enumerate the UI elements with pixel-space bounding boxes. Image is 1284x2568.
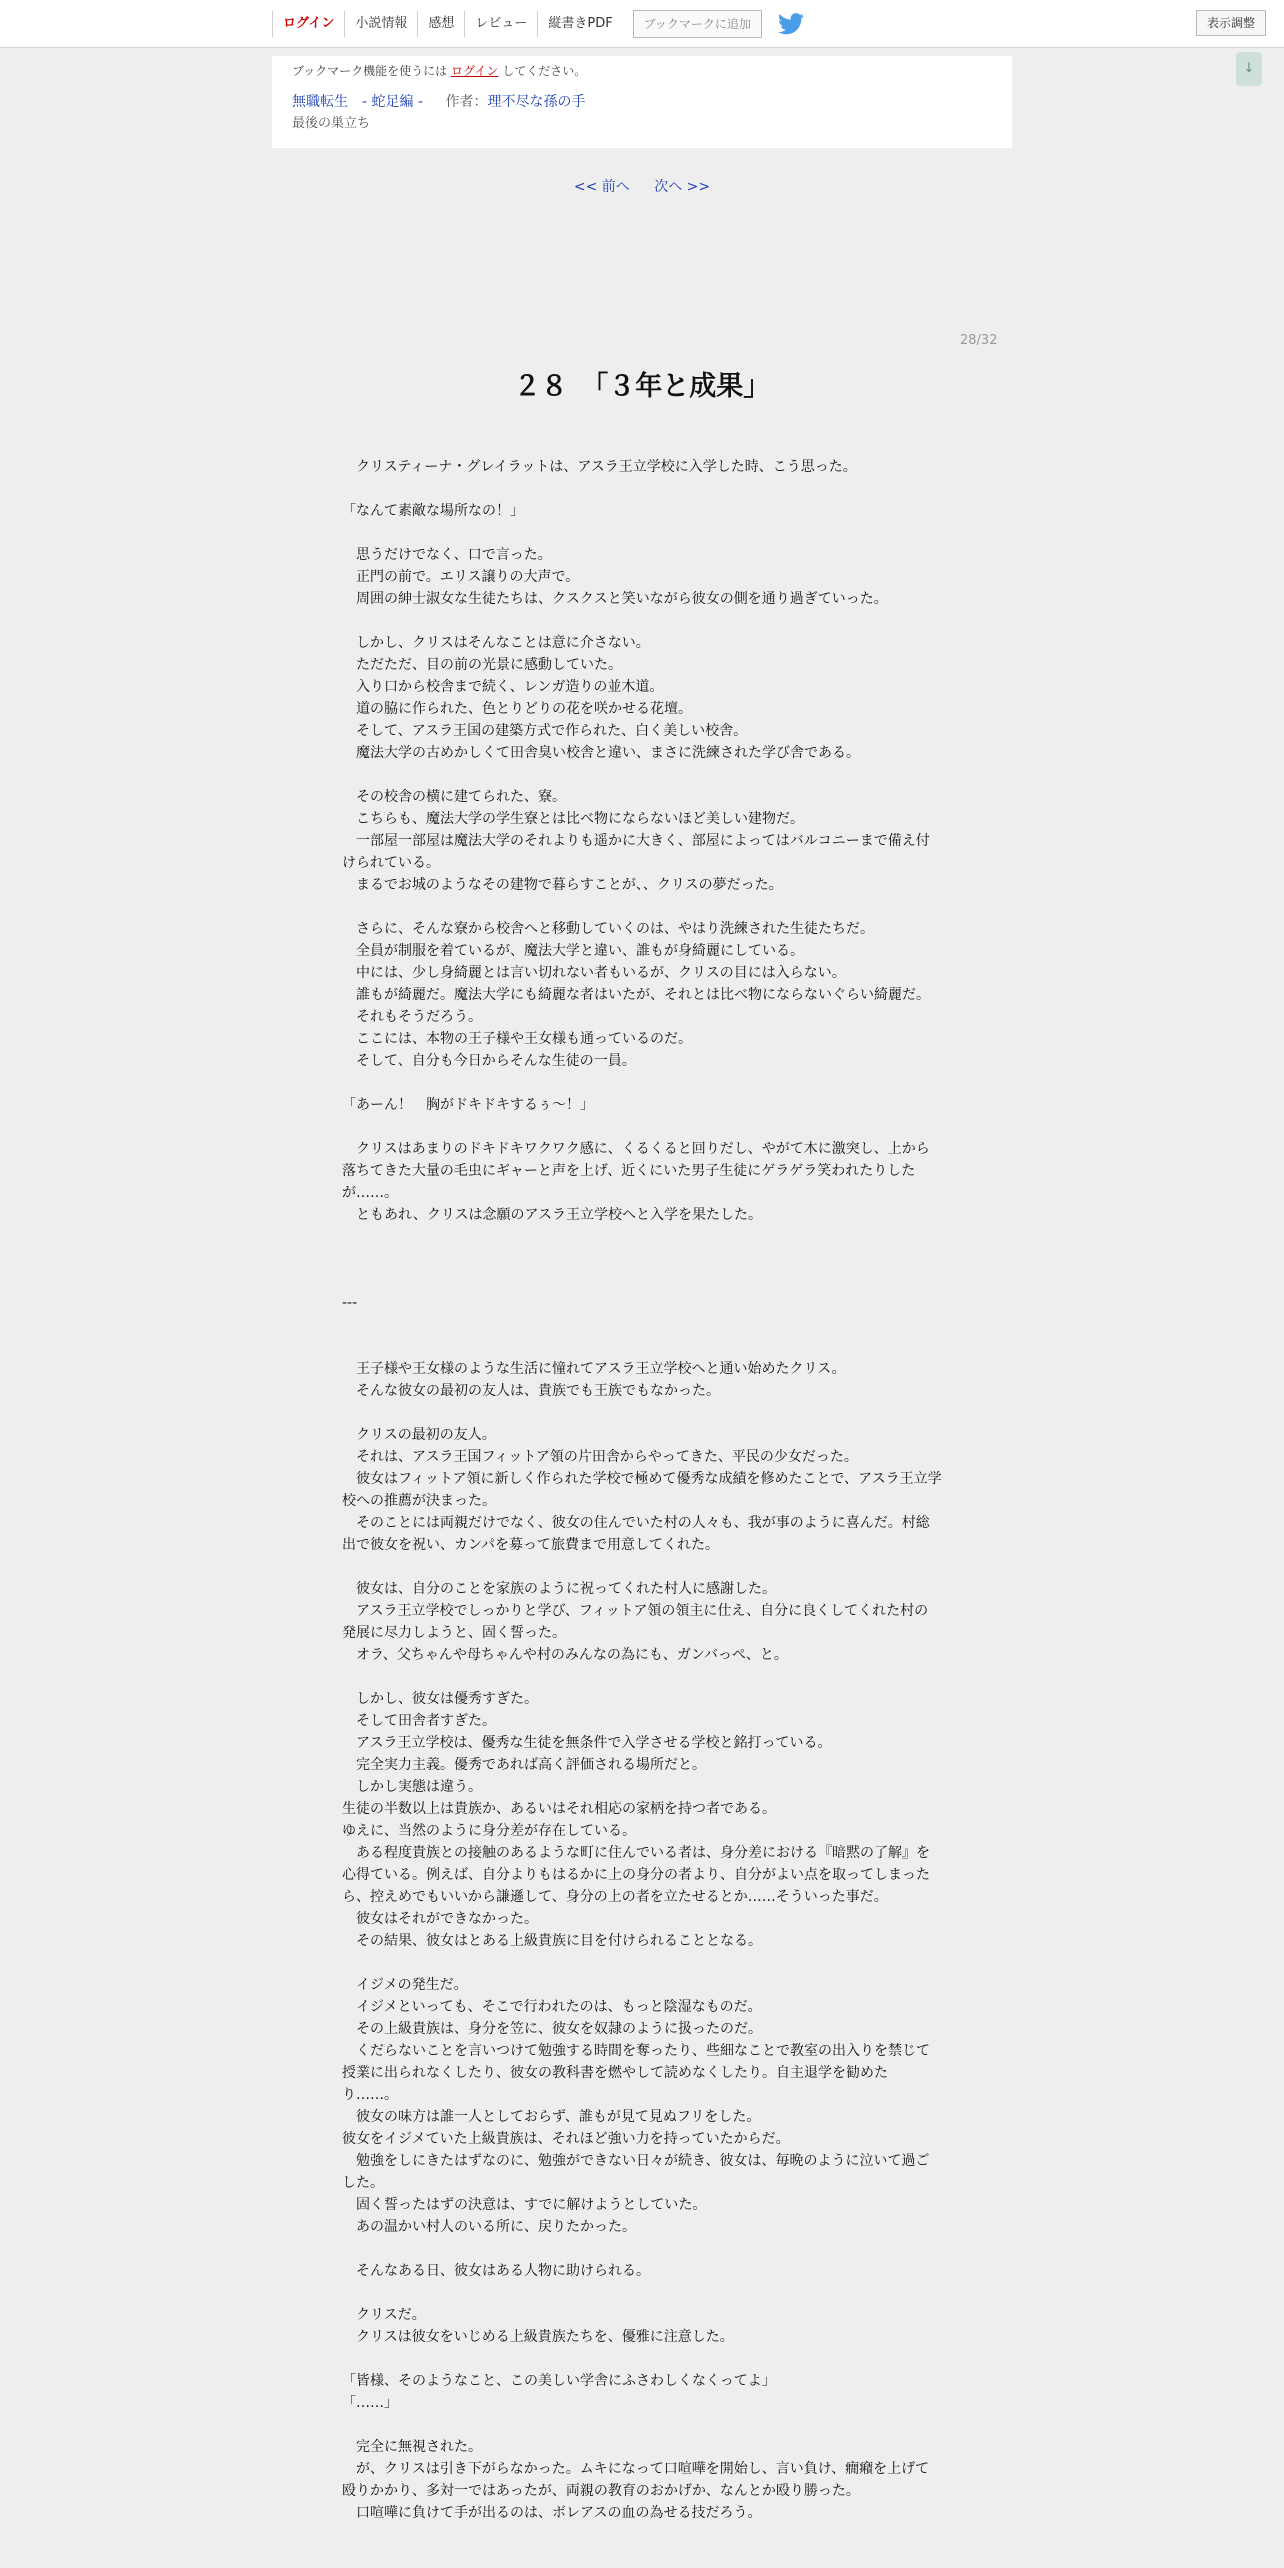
body-line: 「あーん！ 胸がドキドキするぅ～！」 — [342, 1097, 594, 1113]
body-line — [342, 1314, 942, 1336]
body-line — [342, 2348, 942, 2370]
body-line: しかし実態は違う。 — [342, 1779, 482, 1795]
body-line: クリスはあまりのドキドキワクワク感に、くるくると回りだし、やがて木に激突し、上から落ちてきた大量の毛虫にギャーと声を上げ、近くにいた男子生徒にゲラゲラ笑われたりしたが……。 — [342, 1141, 930, 1201]
body-line: クリスティーナ・グレイラットは、アスラ王立学校に入学した時、こう思った。 — [342, 459, 857, 475]
body-line — [342, 478, 942, 500]
body-line: それもそうだろう。 — [342, 1009, 482, 1025]
body-line: そのことには両親だけでなく、彼女の住んでいた村の人々も、我が事のように喜んだ。村総出で彼女を祝い、カンパを募って旅費まで用意してくれた。 — [342, 1515, 930, 1553]
body-line: 全員が制服を着ているが、魔法大学と違い、誰もが身綺麗にしている。 — [342, 943, 804, 959]
body-line: ここには、本物の王子様や王女様も通っているのだ。 — [342, 1031, 692, 1047]
novel-info-box — [272, 56, 1012, 148]
body-line: オラ、父ちゃんや母ちゃんや村のみんなの為にも、ガンバっぺ、と。 — [342, 1647, 788, 1663]
body-line: アスラ王立学校でしっかりと学び、フィットア領の領主に仕え、自分に良くしてくれた村の発展に尽力しようと、固く誓った。 — [342, 1603, 929, 1641]
top-nav — [272, 0, 804, 48]
novel-info-link[interactable]: 小説情報 — [344, 11, 417, 37]
body-line — [342, 1270, 942, 1292]
body-line: さらに、そんな寮から校舎へと移動していくのは、やはり洗練された生徒たちだ。 — [342, 921, 874, 937]
body-line: 彼女の味方は誰一人としておらず、誰もが見て見ぬフリをした。 — [342, 2109, 761, 2125]
body-line: 道の脇に作られた、色とりどりの花を咲かせる花壇。 — [342, 701, 692, 717]
series-title-link[interactable]: 無職転生 - 蛇足編 - — [292, 94, 424, 110]
body-line: ゆえに、当然のように身分差が存在している。 — [342, 1823, 636, 1839]
body-line: 生徒の半数以上は貴族か、あるいはそれ相応の家柄を持つ者である。 — [342, 1801, 776, 1817]
body-line: その上級貴族は、身分を笠に、彼女を奴隷のように扱ったのだ。 — [342, 2021, 762, 2037]
scroll-down-button[interactable]: ↓ — [1236, 52, 1262, 86]
author-link[interactable]: 理不尽な孫の手 — [487, 94, 586, 110]
bookmark-login-link[interactable]: ログイン — [450, 64, 499, 78]
body-line: イジメの発生だ。 — [342, 1977, 468, 1993]
body-line: ただただ、目の前の光景に感動していた。 — [342, 657, 622, 673]
pager — [0, 176, 1284, 196]
body-line: 「皆様、そのようなこと、この美しい学舎にふさわしくなくってよ」 — [342, 2373, 776, 2389]
body-line: そんな彼女の最初の友人は、貴族でも王族でもなかった。 — [342, 1383, 720, 1399]
chapter-title: ２８ 「３年と成果」 — [513, 371, 771, 402]
bookmark-add-button[interactable]: ブックマークに追加 — [633, 10, 762, 38]
bookmark-note — [292, 62, 992, 80]
body-line: その校舎の横に建てられた、寮。 — [342, 789, 566, 805]
body-line: そんなある日、彼女はある人物に助けられる。 — [342, 2263, 650, 2279]
display-settings-button[interactable]: 表示調整 — [1196, 10, 1266, 36]
bookmark-note-suffix: してください。 — [498, 64, 587, 78]
body-line: アスラ王立学校は、優秀な生徒を無条件で入学させる学校と銘打っている。 — [342, 1735, 832, 1751]
body-line: イジメといっても、そこで行われたのは、もっと陰湿なものだ。 — [342, 1999, 762, 2015]
body-line: 「……」 — [342, 2395, 398, 2411]
body-line: そして田舎者すぎた。 — [342, 1713, 496, 1729]
body-line: 「なんて素敵な場所なの！」 — [342, 503, 524, 519]
body-line: 周囲の紳士淑女な生徒たちは、クスクスと笑いながら彼女の側を通り過ぎていった。 — [342, 591, 888, 607]
novel-title-line — [292, 92, 992, 112]
body-line: そして、自分も今日からそんな生徒の一員。 — [342, 1053, 636, 1069]
bookmark-note-text: ブックマーク機能を使うには — [292, 64, 451, 78]
vertical-pdf-link[interactable]: 縦書きPDF — [537, 11, 622, 37]
body-line: 完全実力主義。優秀であれば高く評価される場所だと。 — [342, 1757, 706, 1773]
body-line: しかし、彼女は優秀すぎた。 — [342, 1691, 538, 1707]
body-line — [342, 1952, 942, 1974]
body-line: --- — [342, 1295, 358, 1311]
body-line: 正門の前で。エリス譲りの大声で。 — [342, 569, 580, 585]
prev-page-link[interactable]: << 前へ — [573, 179, 630, 195]
body-line: しかし、クリスはそんなことは意に介さない。 — [342, 635, 650, 651]
body-line — [342, 2414, 942, 2436]
body-line: 彼女はそれができなかった。 — [342, 1911, 538, 1927]
body-line — [342, 610, 942, 632]
body-line: ともあれ、クリスは念願のアスラ王立学校へと入学を果たした。 — [342, 1207, 762, 1223]
body-line: 王子様や王女様のような生活に憧れてアスラ王立学校へと通い始めたクリス。 — [342, 1361, 846, 1377]
next-page-link[interactable]: 次へ >> — [654, 179, 711, 195]
body-line: 入り口から校舎まで続く、レンガ造りの並木道。 — [342, 679, 664, 695]
body-line: くだらないことを言いつけて勉強する時間を奪ったり、些細なことで教室の出入りを禁じて授業に出られなくしたり、彼女の教科書を燃やして読めなくしたり。自主退学を勧めたり……。 — [342, 2043, 930, 2103]
body-line: あの温かい村人のいる所に、戻りたかった。 — [342, 2219, 636, 2235]
body-line: 固く誓ったはずの決意は、すでに解けようとしていた。 — [342, 2197, 707, 2213]
body-line: その結果、彼女はとある上級貴族に目を付けられることとなる。 — [342, 1933, 762, 1949]
body-line — [342, 1556, 942, 1578]
body-line: 中には、少し身綺麗とは言い切れない者もいるが、クリスの目には入らない。 — [342, 965, 846, 981]
body-line — [342, 522, 942, 544]
body-line — [342, 896, 942, 918]
body-line: 魔法大学の古めかしくて田舎臭い校舎と違い、まさに洗練された学び舎である。 — [342, 745, 860, 761]
body-line: 勉強をしにきたはずなのに、勉強ができない日々が続き、彼女は、毎晩のように泣いて過ごした。 — [342, 2153, 930, 2191]
body-line: ある程度貴族との接触のあるような町に住んでいる者は、身分差における『暗黙の了解』を心得ている。例えば、自分よりもはるかに上の身分の者より、自分がよい点を取ってしまったら、控えめでもいいから謙遜して、身分の上の者を立たせるとか……そういった事だ。 — [342, 1845, 930, 1905]
body-line — [342, 2238, 942, 2260]
body-line: 彼女をイジメていた上級貴族は、それほど強い力を持っていたからだ。 — [342, 2131, 790, 2147]
body-line: が、クリスは引き下がらなかった。ムキになって口喧嘩を開始し、言い負け、癇癪を上げて殴りかかり、多対一ではあったが、両親の教育のおかげか、なんとか殴り勝った。 — [342, 2461, 930, 2499]
body-line: 彼女はフィットア領に新しく作られた学校で極めて優秀な成績を修めたことで、アスラ王立学校への推薦が決まった。 — [342, 1471, 942, 1509]
body-line: クリスの最初の友人。 — [342, 1427, 496, 1443]
body-line: 彼女は、自分のことを家族のように祝ってくれた村人に感謝した。 — [342, 1581, 776, 1597]
body-line — [342, 1072, 942, 1094]
impressions-link[interactable]: 感想 — [417, 11, 464, 37]
body-line — [342, 764, 942, 786]
body-line: まるでお城のようなその建物で暮らすことが、、クリスの夢だった。 — [342, 877, 783, 893]
body-line: 口喧嘩に負けて手が出るのは、ボレアスの血の為せる技だろう。 — [342, 2505, 762, 2521]
novel-body — [342, 456, 942, 2524]
body-line: 誰もが綺麗だ。魔法大学にも綺麗な者はいたが、それとは比べ物にならないぐらい綺麗だ。 — [342, 987, 930, 1003]
body-line: クリスは彼女をいじめる上級貴族たちを、優雅に注意した。 — [342, 2329, 734, 2345]
body-line — [342, 1336, 942, 1358]
body-line — [342, 1666, 942, 1688]
body-line: そして、アスラ王国の建築方式で作られた、白く美しい校舎。 — [342, 723, 748, 739]
chapter-group-title: 最後の巣立ち — [292, 116, 371, 131]
login-link[interactable]: ログイン — [272, 11, 344, 37]
body-line: 一部屋一部屋は魔法大学のそれよりも遥かに大きく、部屋によってはバルコニーまで備え付けられている。 — [342, 833, 930, 871]
body-line — [342, 2282, 942, 2304]
body-line: 完全に無視された。 — [342, 2439, 482, 2455]
body-line — [342, 1116, 942, 1138]
review-link[interactable]: レビュー — [464, 11, 537, 37]
body-line — [342, 1402, 942, 1424]
chapter-count: 28/32 — [960, 333, 998, 348]
body-line: 思うだけでなく、口で言った。 — [342, 547, 552, 563]
body-line — [342, 1226, 942, 1248]
body-line — [342, 1248, 942, 1270]
body-line: それは、アスラ王国フィットア領の片田舎からやってきた、平民の少女だった。 — [342, 1449, 858, 1465]
body-line: クリスだ。 — [342, 2307, 426, 2323]
author-label: 作者： — [445, 94, 488, 110]
top-bar — [0, 0, 1284, 48]
body-line: こちらも、魔法大学の学生寮とは比べ物にならないほど美しい建物だ。 — [342, 811, 804, 827]
twitter-icon[interactable] — [778, 13, 804, 35]
